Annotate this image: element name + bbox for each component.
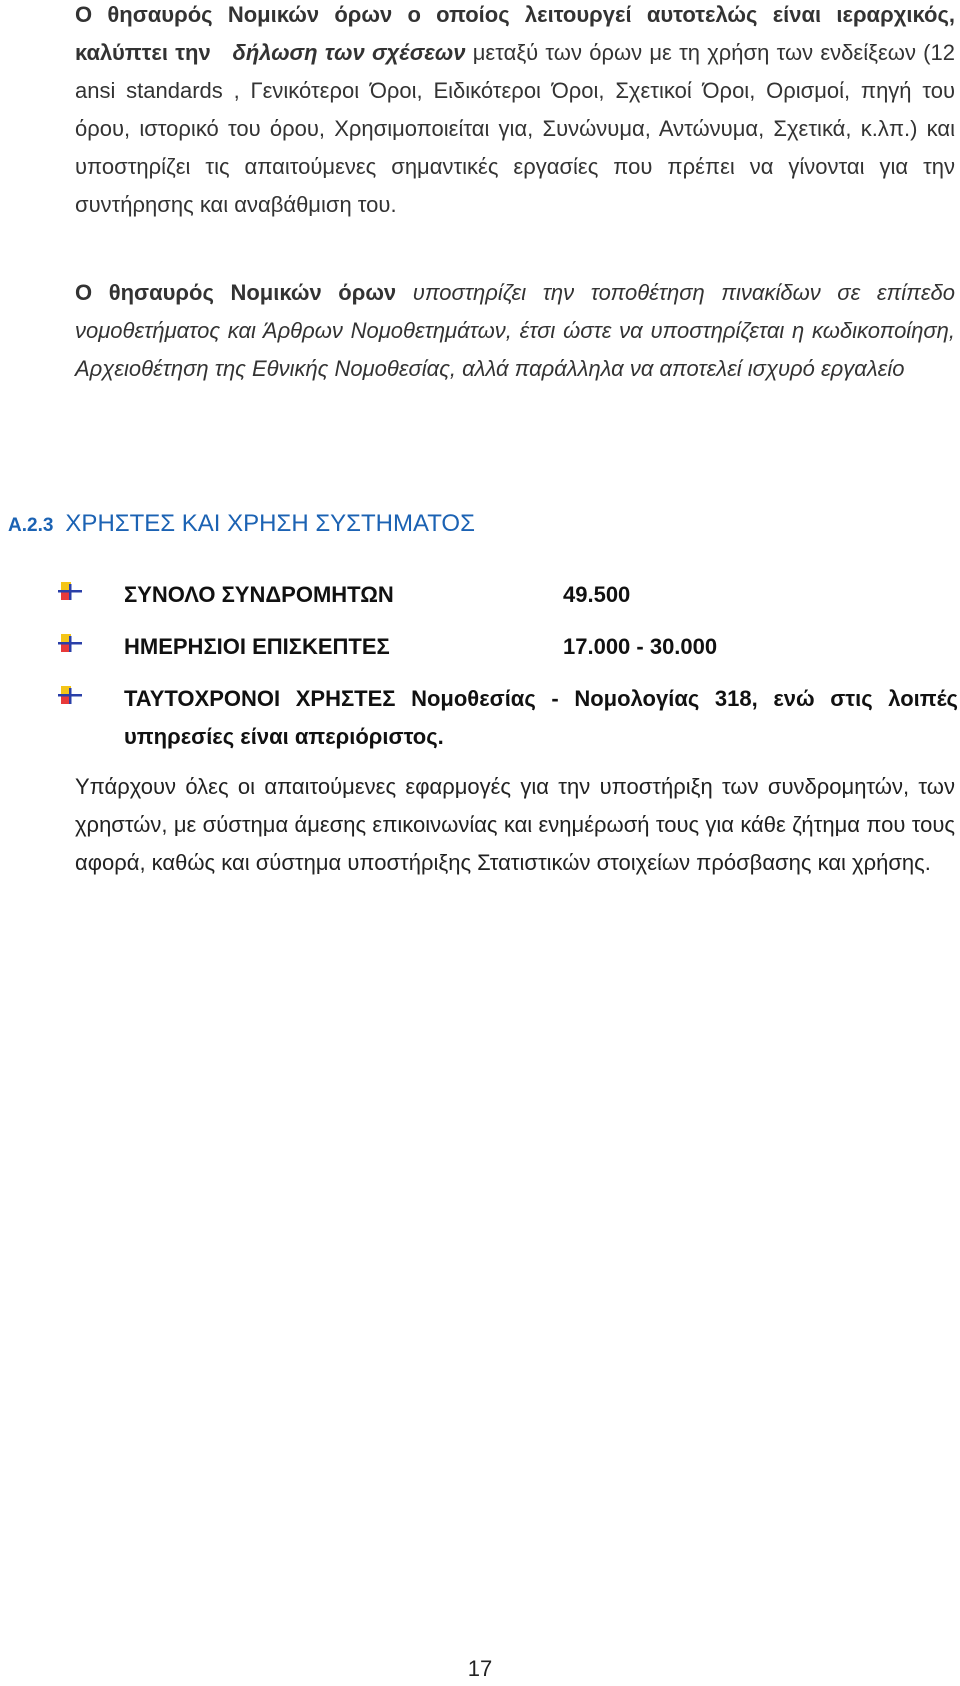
arrow-bullet-icon bbox=[58, 581, 82, 601]
bullet-label: ΗΜΕΡΗΣΙΟΙ ΕΠΙΣΚΕΠΤΕΣ bbox=[124, 634, 390, 659]
bullet-label: ΣΥΝΟΛΟ ΣΥΝΔΡΟΜΗΤΩΝ bbox=[124, 582, 394, 607]
arrow-bullet-icon bbox=[58, 633, 82, 653]
paragraph-thesaurus-description bbox=[75, 0, 955, 224]
paragraph2-rest: υποστηρίζει την τοποθέτηση πινακίδων σε επίπεδο νομοθετήματος και Άρθρων Νομοθετημάτων, έτσι ώστε να υποστηρίζεται η κωδικοποίηση, Αρχειοθέτηση της Εθνικής Νομοθεσίας, αλλά παράλληλα να αποτελεί ισχυρό εργαλείο bbox=[75, 280, 955, 381]
paragraph-applications: Υπάρχουν όλες οι απαιτούμενες εφαρμογές για την υποστήριξη των συνδρομητών, των χρηστών, με σύστημα άμεσης επικοινωνίας και ενημέρωσή τους για κάθε ζήτημα που τους αφορά, καθώς και σύστημα υποστήριξης Στατιστικών στοιχείων πρόσβασης και χρήσης. bbox=[75, 774, 955, 875]
paragraph2-lead: Ο θησαυρός Νομικών όρων bbox=[75, 280, 397, 305]
section-number: Α.2.3 bbox=[8, 515, 54, 536]
page-number: 17 bbox=[467, 1656, 493, 1681]
bullet-value: 49.500 bbox=[563, 582, 631, 607]
bullet-value: 17.000 - 30.000 bbox=[563, 634, 718, 659]
paragraph1-emphasis: δήλωση των σχέσεων bbox=[232, 40, 466, 65]
bullet-text: ΤΑΥΤΟΧΡΟΝΟΙ ΧΡΗΣΤΕΣ Νομοθεσίας - Νομολογίας 318, ενώ στις λοιπές υπηρεσίες είναι απεριόριστος. bbox=[124, 686, 958, 749]
arrow-bullet-icon bbox=[58, 685, 82, 705]
paragraph1-rest: μεταξύ των όρων με τη χρήση των ενδείξεων (12 ansi standards , Γενικότεροι Όροι, Ειδικότεροι Όροι, Σχετικοί Όροι, Ορισμοί, πηγή του όρου, ιστορικό του όρου, Χρησιμοποιείται για, Συνώνυμα, Αντώνυμα, Σχετικά, κ.λπ.) και υποστηρίζει τις απαιτούμενες σημαντικές εργασίες που πρέπει να γίνονται για την συντήρησης και αναβάθμιση του. bbox=[75, 40, 955, 217]
paragraph1-lead: Ο θησαυρός Νομικών όρων ο οποίος λειτουργεί αυτοτελώς είναι ιεραρχικός, καλύπτει την bbox=[75, 2, 955, 65]
paragraph-thesaurus-tagging bbox=[75, 274, 955, 388]
section-title: ΧΡΗΣΤΕΣ ΚΑΙ ΧΡΗΣΗ ΣΥΣΤΗΜΑΤΟΣ bbox=[65, 510, 475, 537]
section-heading bbox=[8, 510, 475, 538]
